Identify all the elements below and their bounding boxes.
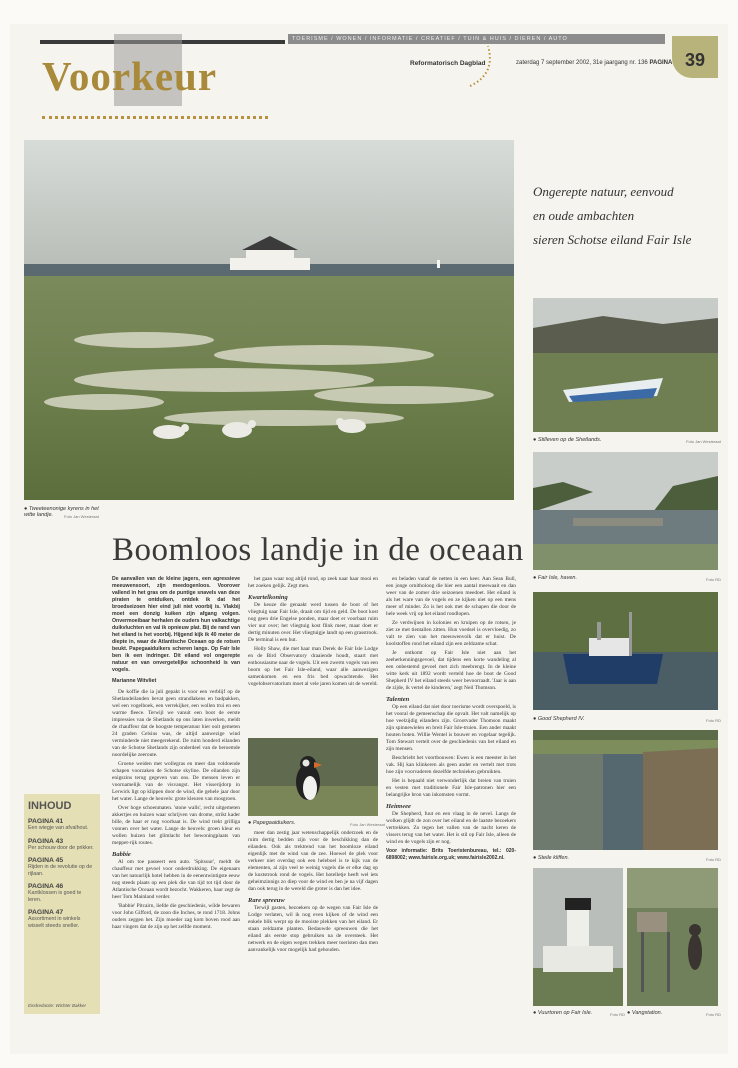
photo-caption: ● Vangstation. [627,1010,663,1016]
paragraph: 'Babbie' Pitcairn, liefde die geschiedenis, wilde bewaren voor John Gifford, de zoon die Inches, te rond 1718. Johns ouders zeggen het. Zijn moeder zag kom boven rood aan haar vingers dat de zijn op het zelfde moment. [112,903,240,930]
photo-harbour [533,452,718,570]
intertitle: Heimwee [386,803,411,810]
inhoud-box [24,794,100,1014]
subhead-line: Ongerepte natuur, eenvoud [533,184,674,199]
inhoud-page: PAGINA 46 [28,883,64,890]
inhoud-item [24,883,100,903]
hero-caption: ● Tweeteenonige kyrens in het witte landje. [24,506,99,518]
subhead-line: sieren Schotse eiland Fair Isle [533,232,692,247]
photo-caption: ● Stilleven op de Shetlands. [533,437,602,443]
inhoud-page: PAGINA 41 [28,818,64,825]
intertitle: Kwartelkoning [248,594,288,601]
inhoud-desc: Een wiegje van afvalhout. [28,825,89,831]
section-logo: Voorkeur [42,53,218,99]
subhead-line: en oude ambachten [533,208,635,223]
photo-ship [533,592,718,710]
article-column-2-bottom [248,830,378,1016]
paragraph: Terwijl gasten, bezoekers op de wegen van Fair Isle de Lodge verlaten, wil ik nog even kijken of de wind een enkele blik werpt op de mooiste plekken van het eiland. Er staan zeldzame planten. Bedauwde spreeuwen die het eiland als eerste stop gebruiken na de oversteek. Het netwerk en de eigen wegen trekken meer toeristen dan men aanvankelijk voor mogelijk had gehouden. [248,905,378,953]
photo-credit: Foto RD [706,577,721,582]
paragraph: en beladen vanaf de netten in een keer. Aan Sean Bull, een jonge ornitholoog die hier een aantal meewaait en dan weer van de zomer drie seizoenen meedoet. Het eiland is als het ware van de vogels en ze kijken niet op een mens meer of minder. Zo is het ook met de schapen die door de hele week vrij op het eiland rondlopen. [386,576,516,617]
paragraph: De keuze die genaakt werd tussen de boot of het vliegtuig naar Fair Isle, draait om tijd en geld. De boot kost nog geen drie Engelse ponden, maar doet er voorbaat ruim vier uur over; het vliegtuig kost flink meer, maar doet er dertig minuten over. Het vliegtuigje landt op een grasstrook. De terminal is een hut. [248,602,378,643]
puffin-photo [248,738,378,816]
photo-lighthouse [533,868,623,1006]
photo-credit: Foto RD [706,718,721,723]
photo-cliffs [533,730,718,850]
photo-caption: ● Fair Isle, haven. [533,575,577,581]
paragraph: De Shepherd, fuut en een vlaag in de nevel. Langs de wolken glijdt de zon over het eiland en de laatste bezoekers vertrekken. Zo tegen het vallen van de nacht keren de vissers terug van het water. Het is stil op Fair Isle, alleen de wind en de vogels zijn er nog. [386,811,516,845]
photo-credit: Foto Jan Westeraat [686,439,721,444]
inhoud-item [24,909,100,929]
paragraph: Op een eiland dat niet door toerisme wordt overspoeld, is het vooral de gemeenschap die opvalt. Het valt namelijk op hoe veelzijdig eilanders zijn. Grootvader Thomson maakt zijn spinnewielen en breit Fair Isle-truien. Een ander maakt houten boten. Willie Wentel is bouwer en vogelaar tegelijk. Tom Stewart vertelt over de geschiedenis van het eiland en zijn mensen. [386,704,516,752]
info-line: Voor informatie: Brits Toeristenbureau, tel.: 020-6898002; www.fairisle.org.uk; www.fairisle2002.nl. [386,848,516,861]
article-lead: De aanvallen van de kleine jagers, een agressieve meeuwensoort, zijn meedogenloos. Voorover vallend in het gras om de puntige snavels van deze piraten te ontduiken, ontdek ik dat het broedseizoen hier eind juli niet voorbij is. Vlakbij moet een donzig kuiken zijn afgang volgen. Onvermoeibaar herhalen de ouders hun valkachtige duikvluchten en val ik opnieuw plat. Bij de rand van het eiland is het voorbij. Hijgend kijk ik 40 meter de diepte in, waar de Atlantische Oceaan op de rotsen beukt. Papegaaiduikers scheren langs. Op Fair Isle ben ik een indringer. Dit eiland vol ongerepte natuur en van onvergetelijke schoonheid is van vogels. [112,576,240,673]
paragraph: Je ontkomt op Fair Isle niet aan het zeeherkenningsgevoel, dat tijdens een korte wandeling al een onbestemd gevoel met zich meebrengt. In de kleine witte kerk uit 1892 wordt verteld hoe de boot de Good Shepherd IV het eiland steeds weer bevoorraadt. 'Jaar is aan de zijde, ik vertel de kinderen,' zegt Neil Thomson. [386,650,516,691]
inhoud-desc: Rijden in de revolutie op de rijlaan. [28,864,93,877]
inhoud-item [24,838,100,852]
paper-name: Reformatorisch Dagblad [410,60,486,67]
paragraph: Ze verdwijnen in kolonies en kruipen op de rotsen, je ziet ze met tientallen zitten. Hun voedsel is overvloedig, zo valt te zien van het meeuwenvolk dat er huist. De koolstoffen rond het eiland zijn een zeldzame schat. [386,620,516,647]
hero-photo [24,140,514,500]
photo-trapping-station [627,868,718,1006]
photo-caption: ● Steile kliffen. [533,855,570,861]
paragraph: meer dan zestig jaar wetenschappelijk onderzoek en de ruim dertig bedden zijn voor de beschikking dan de eilanden. Ook als trektrend van het boomloze eiland eigenlijk met de wind van de zee. Hoewel de plek voor verkeer niet overdag ook een heleboel is te kijk van de elementen, al zijn veel te weinig vogels die er elke dag op de kuststrook rond de vogels. Het hotelletje heeft wel iets geheimzinnigs zo diep voor de wind en ben je na vijf dagen dan ook terug in de wereld die groter is dan het idee. [248,830,378,892]
paragraph: Over hoge schoenmaten. 'stone walls', recht uitgemeten akkertjes en huizen waar schrijven van drome, strikt kader bille, de haar er nog voorbaat is. De wind trekt grilliga vonnen over het water. Lange de heuvels: groen kleur en wollen huizen het glimlacht het bewoningplaats van meppet-rijk routes. [112,805,240,846]
paragraph: Holly Shaw, die met haar man Derek de Fair Isle Lodge en de Bird Observatory draaiende houdt, staart met enthousiasme naar de vogels. Uit een zwerm vogels van een boom op het Fair Isle-eiland, waar alle aanwezigen samenkomen en een fris bed opwachtende. Het vogelobservatorium moet al vele jaren komen uit de wereld. [248,646,378,687]
hero-credit: Foto Jan Westeraat [64,514,99,519]
article-column-1 [112,576,240,1016]
paragraph: Al om toe passeert een auto. 'Spitsuur', meldt de chauffeur met gevoel voor onderdrukking. De eigenaars van het natuurlijk hotel hebben in de eenentwintigste eeuw nog steeds plaats op een plek die van tijd tot tijd door de Atlantische Oceaan wordt bezocht. Wakkeren, haar zegt de heer Tom Mainland verder. [112,859,240,900]
intertitle: Babbie [112,851,131,858]
inhoud-item [24,857,100,877]
inhoud-page: PAGINA 45 [28,857,64,864]
logo-dotted-rule [42,116,268,119]
photo-boat-shore [533,298,718,432]
section-bar: TOERISME / WONEN / INFORMATIE / CREATIEF / TUIN & HUIS / DIEREN / AUTO [288,34,665,44]
paragraph: Groene weiden met wollegras en meer dan voldoende schapen voorzaken de Schotse skyline. De eilanden zijn enigszins terug gegeven van ons. De mensen leven er voornamelijk van de visvangst. Het visserijdorp in Lerwick ligt op klippen door de wind, die gehele jaar door het water. Lange de heuvels: grote kleuren van mosgroen. [112,761,240,802]
inhoud-item [24,818,100,832]
page-number: 39 [672,36,718,78]
headline: Boomloos landje in de oceaan [112,532,524,568]
paragraph: De koffie die ia juli gepakt is voor een verblijf op de Shetlandeilanden bevat geen strandlakens en badpakken, wel een vogelboek, een verrekijker, een wollen trui en een warme fleece. Terwijl we vanuit een boot de eerste impressies van de Shetlands op ons laten inwerken, meldt de chauffeur dat de hoogste temperatuur hier ooit gemeten 24 graden Celsius was, de altijd aanwezige wind verminderde niet meegerekend. De ruim honderd eilanden van de Schotse Shetlands zijn onderdeel van de beroemde noordelijke zeeroute. [112,689,240,758]
photo-caption: ● Vuurtoren op Fair Isle. [533,1010,593,1016]
inhoud-desc: Per schouw door de prikker. [28,844,94,851]
photo-caption: ● Good Shepherd IV. [533,716,585,722]
inhoud-desc: Assortiment in winkels wisselt steeds sneller. [28,916,81,929]
intertitle: Rare spreeuw [248,897,285,904]
inhoud-page: PAGINA 43 [28,837,64,845]
photo-credit: Foto RD [706,1012,721,1017]
paragraph: Het is bepaald niet verwonderlijk dat breien van truien en vesten met traditionele Fair Isle-patronen hier een belangrijke bron van inkomsten vormt. [386,778,516,798]
article-column-2-top [248,576,378,736]
inhoud-desc: Kantklossen is goed te leren. [28,890,82,903]
photo-credit: Foto Jan Westeraat [350,822,385,827]
paragraph: het gaan waar nog altijd rond, op zeek naar haar mooi en het zoeken gelijk. Zegt men. [248,576,378,589]
photo-credit: Foto RD [706,857,721,862]
byline: Marianne Witvliet [112,678,157,684]
dateline: zaterdag 7 september 2002, 31e jaargang nr. 136 PAGINA [516,60,673,66]
intertitle: Talenten [386,696,410,703]
article-column-3 [386,576,516,1016]
inhoud-editor: Eindredactie: Wichter Bakker [28,1003,86,1008]
inhoud-title: INHOUD [28,800,72,812]
subhead [533,180,718,252]
inhoud-page: PAGINA 47 [28,909,64,916]
photo-credit: Foto RD [610,1012,625,1017]
photo-caption: ● Papegaaiduikers. [248,820,296,826]
paragraph: Beschriebt het voortbouwen: Ewen is een meester in het vak. Hij kan klinkeren als geen ander en vertelt met trots hoe zijn voorvaderen dezelfde technieken gebruikten. [386,755,516,775]
